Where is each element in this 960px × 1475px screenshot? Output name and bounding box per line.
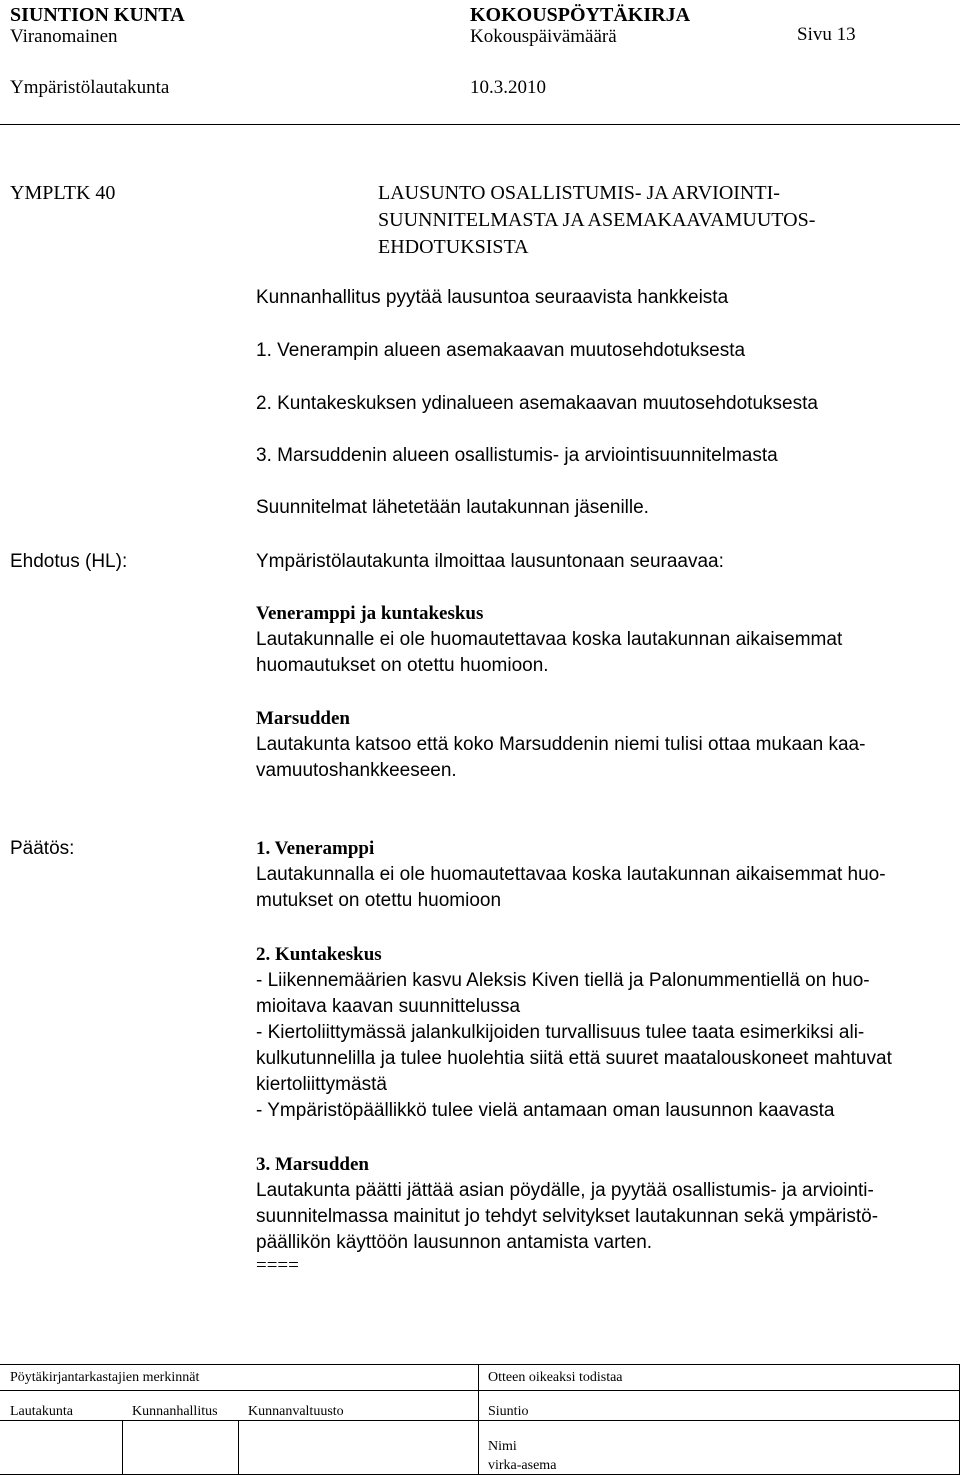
decision-item-1 — [256, 836, 956, 914]
footer-mid-line — [0, 1390, 960, 1391]
org-name: SIUNTION KUNTA — [10, 4, 185, 26]
end-mark: ==== — [256, 1255, 299, 1276]
section-title-line: SUUNNITELMASTA JA ASEMAKAAVAMUUTOS- — [378, 209, 816, 231]
proposal-block-1-heading: Veneramppi ja kuntakeskus — [256, 603, 484, 624]
decision-item-3 — [256, 1152, 956, 1276]
paragraph-line: - Liikennemäärien kasvu Aleksis Kiven tiellä ja Palonummentiellä on huo- — [256, 970, 870, 991]
header-divider — [0, 124, 960, 125]
decision-item-2-heading: 2. Kuntakeskus — [256, 944, 382, 965]
proposal-block-1 — [256, 601, 956, 679]
project-item-2: 2. Kuntakeskuksen ydinalueen asemakaavan muutosehdotuksesta — [256, 393, 818, 414]
footer-center-divider — [478, 1364, 479, 1474]
page-number: Sivu 13 — [797, 24, 856, 45]
paragraph-line: Lautakunnalla ei ole huomautettavaa koska lautakunnan aikaisemmat huo- — [256, 864, 886, 885]
proposal-lead: Ympäristölautakunta ilmoittaa lausuntonaan seuraavaa: — [256, 551, 724, 572]
authority-name: Ympäristölautakunta — [10, 77, 170, 98]
paragraph-line: mutukset on otettu huomioon — [256, 890, 502, 911]
proposal-label: Ehdotus (HL): — [10, 551, 128, 572]
footer-col-divider-1 — [122, 1420, 123, 1474]
meeting-date-label: Kokouspäivämäärä — [470, 26, 617, 47]
section-title-line: EHDOTUKSISTA — [378, 236, 529, 258]
proposal-block-2-heading: Marsudden — [256, 708, 350, 729]
decision-label: Päätös: — [10, 838, 75, 859]
footer-name-label: Nimi — [488, 1439, 517, 1454]
paragraph-line: Lautakunta päätti jättää asian pöydälle, ja pyytää osallistumis- ja arviointi- — [256, 1180, 874, 1201]
meeting-date: 10.3.2010 — [470, 77, 546, 98]
paragraph-line: kiertoliittymästä — [256, 1074, 387, 1095]
decision-item-1-heading: 1. Veneramppi — [256, 838, 375, 859]
checkers-label: Pöytäkirjantarkastajien merkinnät — [10, 1370, 200, 1385]
paragraph-line: Lautakunta katsoo että koko Marsuddenin niemi tulisi ottaa mukaan kaa- — [256, 734, 866, 755]
section-number: YMPLTK 40 — [10, 182, 116, 204]
footer-col-kunnanhallitus: Kunnanhallitus — [132, 1404, 218, 1419]
paragraph-line: vamuutoshankkeeseen. — [256, 760, 457, 781]
paragraph-line: - Ympäristöpäällikkö tulee vielä antamaan oman lausunnon kaavasta — [256, 1100, 835, 1121]
paragraph-line: - Kiertoliittymässä jalankulkijoiden turvallisuus tulee taata esimerkiksi ali- — [256, 1022, 865, 1043]
decision-item-2 — [256, 942, 956, 1124]
proposal-block-2 — [256, 706, 956, 784]
paragraph-line: huomautukset on otettu huomioon. — [256, 655, 549, 676]
paragraph-line: suunnitelmassa mainitut jo tehdyt selvitykset lautakunnan sekä ympäristö- — [256, 1206, 879, 1227]
certified-label: Otteen oikeaksi todistaa — [488, 1370, 623, 1385]
document-type: KOKOUSPÖYTÄKIRJA — [470, 4, 691, 26]
footer-position-label: virka-asema — [488, 1458, 557, 1473]
paragraph-line: mioitava kaavan suunnittelussa — [256, 996, 521, 1017]
paragraph-line: kulkutunnelilla ja tulee huolehtia siitä että suuret maatalouskoneet mahtuvat — [256, 1048, 892, 1069]
project-item-3: 3. Marsuddenin alueen osallistumis- ja arviointisuunnitelmasta — [256, 445, 778, 466]
paragraph-line: päällikön käyttöön lausunnon antamista varten. — [256, 1232, 653, 1253]
distribution-note: Suunnitelmat lähetetään lautakunnan jäsenille. — [256, 497, 649, 518]
footer-col-kunnanvaltuusto: Kunnanvaltuusto — [248, 1404, 344, 1419]
decision-item-3-heading: 3. Marsudden — [256, 1154, 369, 1175]
footer-place: Siuntio — [488, 1404, 529, 1419]
paragraph-line: Lautakunnalle ei ole huomautettavaa koska lautakunnan aikaisemmat — [256, 629, 843, 650]
project-item-1: 1. Venerampin alueen asemakaavan muutosehdotuksesta — [256, 340, 746, 361]
request-text: Kunnanhallitus pyytää lausuntoa seuraavista hankkeista — [256, 287, 729, 308]
section-title-line: LAUSUNTO OSALLISTUMIS- JA ARVIOINTI- — [378, 182, 780, 204]
authority-label: Viranomainen — [10, 26, 118, 47]
section-title — [378, 180, 815, 261]
footer-top-line — [0, 1364, 960, 1365]
footer-col-divider-2 — [238, 1420, 239, 1474]
footer-col-lautakunta: Lautakunta — [10, 1404, 73, 1419]
